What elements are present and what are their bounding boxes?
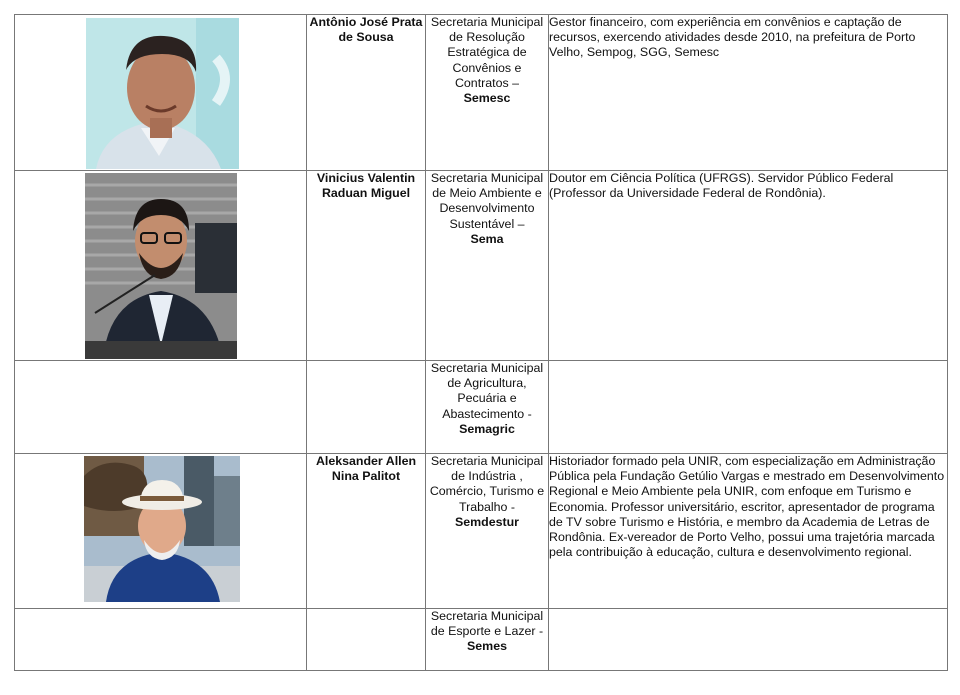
official-name: Vinicius Valentin Raduan Miguel — [307, 171, 426, 361]
department-cell — [426, 361, 549, 454]
department-abbreviation: Semes — [467, 639, 507, 654]
official-bio: Historiador formado pela UNIR, com especialização em Administração Pública pela Fundação Getúlio Vargas e mestrado em Desenvolvimento Regional e Meio Ambiente pela UNIR, com enfoque em Turismo e Economia. Professor universitário, escritor, apresentador de programa de TV sobre Turismo e História, e membro da Academia de Letras de Rondônia. Ex-vereador de Porto Velho, possui uma trajetória marcada pela contribuição à educação, cultura e desenvolvimento regional. — [549, 454, 948, 609]
department-abbreviation: Sema — [470, 231, 504, 246]
photo-cell — [15, 609, 307, 671]
official-name: Antônio José Prata de Sousa — [307, 15, 426, 171]
official-name: Aleksander Allen Nina Palitot — [307, 454, 426, 609]
photo-cell — [15, 171, 307, 361]
table-row — [15, 454, 948, 609]
department-name: Secretaria Municipal de Esporte e Lazer - — [430, 609, 544, 639]
department-name: Secretaria Municipal de Agricultura, Pecuária e Abastecimento - — [430, 361, 544, 421]
photo-cell — [15, 454, 307, 609]
portrait-photo — [84, 456, 240, 602]
department-cell — [426, 454, 549, 609]
table-row — [15, 361, 948, 454]
official-name — [307, 609, 426, 671]
portrait-photo — [85, 173, 237, 359]
official-name — [307, 361, 426, 454]
officials-table — [14, 14, 948, 671]
photo-cell — [15, 15, 307, 171]
department-cell — [426, 171, 549, 361]
official-bio: Doutor em Ciência Política (UFRGS). Servidor Público Federal (Professor da Universidade Federal de Rondônia). — [549, 171, 948, 361]
department-name: Secretaria Municipal de Meio Ambiente e Desenvolvimento Sustentável – — [430, 171, 544, 231]
department-cell — [426, 609, 549, 671]
portrait-photo — [86, 18, 239, 169]
table-row — [15, 15, 948, 171]
department-cell — [426, 15, 549, 171]
official-bio: Gestor financeiro, com experiência em convênios e captação de recursos, exercendo atividades desde 2010, na prefeitura de Porto Velho, Sempog, SGG, Semesc — [549, 15, 948, 171]
department-name: Secretaria Municipal de Resolução Estratégica de Convênios e Contratos – — [430, 15, 544, 90]
department-abbreviation: Semesc — [463, 91, 511, 106]
department-name: Secretaria Municipal de Indústria , Comércio, Turismo e Trabalho - — [429, 454, 545, 514]
department-abbreviation: Semagric — [459, 421, 515, 436]
department-abbreviation: Semdestur — [454, 514, 520, 529]
photo-cell — [15, 361, 307, 454]
table-row — [15, 609, 948, 671]
official-bio — [549, 361, 948, 454]
table-row — [15, 171, 948, 361]
official-bio — [549, 609, 948, 671]
